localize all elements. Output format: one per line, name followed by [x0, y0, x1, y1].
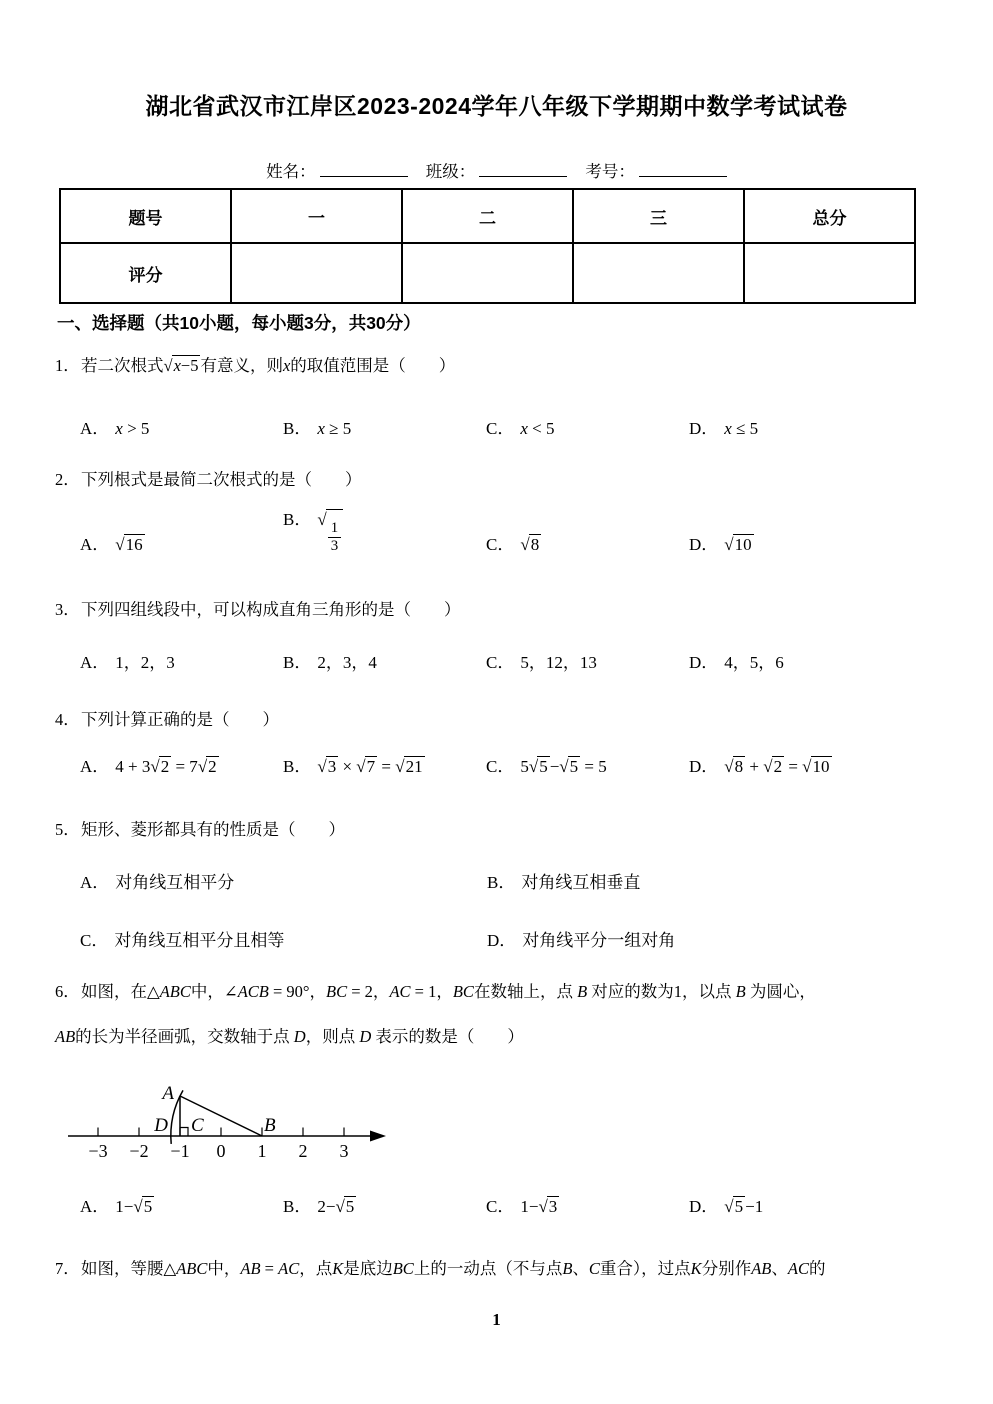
- option-d-value: √5 −1: [724, 1197, 764, 1216]
- option-a: [80, 414, 283, 439]
- exam-no-blank: [639, 159, 727, 177]
- option-a-value: 1，2，3: [115, 653, 175, 672]
- right-angle-mark: [180, 1128, 188, 1137]
- question-4: [55, 706, 279, 730]
- option-b-label: B．: [283, 419, 312, 438]
- option-d: [689, 648, 940, 673]
- option-b: [487, 868, 940, 893]
- tick-label: 0: [216, 1141, 226, 1161]
- option-b: [283, 752, 486, 777]
- option-a-value: √16: [115, 534, 143, 554]
- page-number: 1: [492, 1310, 501, 1329]
- score-table: [59, 188, 916, 304]
- option-c-label: C．: [486, 419, 515, 438]
- score-table-cell: 评分: [60, 243, 231, 303]
- option-c-label: C．: [486, 534, 515, 554]
- exam-no-label: 考号：: [585, 162, 635, 181]
- question-1-options: [80, 414, 940, 439]
- class-blank: [479, 159, 567, 177]
- option-d-label: D．: [689, 1197, 719, 1216]
- option-b-label: B．: [487, 873, 516, 892]
- question-6-line-1: [55, 978, 816, 1002]
- question-4-number: 4．: [55, 710, 80, 729]
- option-a-label: A．: [80, 419, 110, 438]
- option-d-value: √8 + √2 = √10: [724, 757, 830, 776]
- option-b-value: 2−√5: [317, 1197, 355, 1216]
- option-b-value: x ≥ 5: [317, 419, 352, 438]
- option-c: [486, 414, 689, 439]
- option-d: [689, 530, 940, 555]
- option-a-label: A．: [80, 534, 110, 554]
- option-a-label: A．: [80, 873, 110, 892]
- section-1-heading: 一、选择题（共10小题，每小题3分，共30分）: [57, 313, 421, 333]
- option-d-label: D．: [689, 419, 719, 438]
- tick-label: −2: [129, 1141, 149, 1161]
- question-3-options: [80, 648, 940, 673]
- tick-label: −3: [88, 1141, 108, 1161]
- question-1: [55, 352, 455, 376]
- student-info-row: [0, 158, 993, 182]
- option-d-label: D．: [689, 757, 719, 776]
- question-5-options-row-1: [80, 868, 940, 893]
- option-b: [283, 414, 486, 439]
- option-c-label: C．: [80, 931, 109, 950]
- score-table-empty-cell: [744, 243, 915, 303]
- question-1-text: 若二次根式√x−5 有意义，则x的取值范围是（ ）: [81, 356, 456, 375]
- option-a: [80, 752, 283, 777]
- question-7-number: 7．: [55, 1259, 80, 1278]
- tick-label: 3: [339, 1141, 349, 1161]
- option-d-value: 对角线平分一组对角: [522, 931, 676, 950]
- option-c-value: x < 5: [520, 419, 555, 438]
- option-a-value: 4 + 3√2 = 7√2: [115, 757, 217, 776]
- option-d-label: D．: [689, 534, 719, 554]
- question-3-number: 3．: [55, 600, 80, 619]
- option-c-value: 5，12，13: [520, 653, 597, 672]
- option-b-value: 对角线互相垂直: [521, 873, 641, 892]
- option-b: [283, 648, 486, 673]
- option-d-label: D．: [689, 653, 719, 672]
- question-5-number: 5．: [55, 820, 80, 839]
- point-label-b: B: [264, 1115, 276, 1136]
- point-label-a: A: [162, 1083, 174, 1104]
- option-a-label: A．: [80, 757, 110, 776]
- score-table-cell: 总分: [744, 189, 915, 243]
- option-b: [283, 505, 486, 555]
- question-2-options: [80, 505, 940, 555]
- option-b-label: B．: [283, 653, 312, 672]
- question-4-text: 下列计算正确的是（ ）: [81, 710, 279, 729]
- option-c: [486, 530, 689, 555]
- option-c-label: C．: [486, 757, 515, 776]
- option-a-value: 1−√5: [115, 1197, 153, 1216]
- option-d: [689, 1192, 940, 1217]
- question-3: [55, 596, 461, 620]
- option-c-value: 1−√3: [520, 1197, 558, 1216]
- name-label: 姓名：: [266, 162, 316, 181]
- option-a-value: x > 5: [115, 419, 150, 438]
- question-1-number: 1．: [55, 356, 80, 375]
- axis-arrowhead: [370, 1131, 386, 1142]
- score-table-empty-cell: [231, 243, 402, 303]
- option-b: [283, 1192, 486, 1217]
- question-5-options-row-2: [80, 926, 940, 951]
- option-a: [80, 1192, 283, 1217]
- question-5: [55, 816, 345, 840]
- option-a: [80, 648, 283, 673]
- option-d: [689, 752, 940, 777]
- score-table-score-row: [60, 243, 915, 303]
- score-table-cell: 题号: [60, 189, 231, 243]
- class-label: 班级：: [425, 162, 476, 181]
- option-b-label: B．: [283, 1197, 312, 1216]
- point-label-c: C: [191, 1115, 204, 1136]
- option-b-value: √ $\frac{1}{3}$: [317, 510, 343, 555]
- score-table-cell: 一: [231, 189, 402, 243]
- score-table-cell: 二: [402, 189, 573, 243]
- question-7: [55, 1255, 825, 1279]
- page-title: 湖北省武汉市江岸区2023-2024学年八年级下学期期中数学考试试卷: [145, 93, 848, 119]
- question-6-options: [80, 1192, 940, 1217]
- question-6-text-line-1: 如图，在△ABC中，∠ACB = 90°，BC = 2，AC = 1，BC在数轴上，点 B 对应的数为1，以点 B 为圆心，: [81, 982, 816, 1001]
- option-a: [80, 868, 487, 893]
- question-3-text: 下列四组线段中，可以构成直角三角形的是（ ）: [81, 600, 461, 619]
- option-c-label: C．: [486, 653, 515, 672]
- question-2-number: 2．: [55, 470, 80, 489]
- tick-label: 2: [298, 1141, 308, 1161]
- option-c: [80, 926, 487, 951]
- option-d-value: √10: [724, 534, 752, 554]
- option-d-value: x ≤ 5: [724, 419, 759, 438]
- question-4-options: [80, 752, 940, 777]
- question-2: [55, 466, 362, 490]
- score-table-header-row: [60, 189, 915, 243]
- option-d-value: 4，5，6: [724, 653, 784, 672]
- option-d-label: D．: [487, 931, 517, 950]
- score-table-empty-cell: [573, 243, 744, 303]
- score-table-empty-cell: [402, 243, 573, 303]
- option-b-value: √3 × √7 = √21: [317, 757, 423, 776]
- question-5-text: 矩形、菱形都具有的性质是（ ）: [81, 820, 345, 839]
- option-c: [486, 1192, 689, 1217]
- name-blank: [320, 159, 408, 177]
- option-a-label: A．: [80, 1197, 110, 1216]
- option-c-value: 5√5 −√5 = 5: [520, 757, 607, 776]
- option-a: [80, 530, 283, 555]
- option-c-value: 对角线互相平分且相等: [114, 931, 285, 950]
- option-c: [486, 752, 689, 777]
- score-table-cell: 三: [573, 189, 744, 243]
- option-a-value: 对角线互相平分: [115, 873, 235, 892]
- option-c-value: √8: [520, 534, 540, 554]
- option-c: [486, 648, 689, 673]
- option-b-label: B．: [283, 757, 312, 776]
- point-label-d: D: [154, 1115, 168, 1136]
- option-b-value: 2，3，4: [317, 653, 377, 672]
- question-6-text-line-2: AB的长为半径画弧，交数轴于点 D，则点 D 表示的数是（ ）: [55, 1027, 524, 1046]
- question-6-number: 6．: [55, 982, 80, 1001]
- question-6-line-2: [55, 1023, 524, 1047]
- tick-label: −1: [170, 1141, 190, 1161]
- option-a-label: A．: [80, 653, 110, 672]
- option-d: [689, 414, 940, 439]
- option-d: [487, 926, 940, 951]
- option-b-label: B．: [283, 510, 312, 529]
- tick-label: 1: [257, 1141, 267, 1161]
- question-6-number-line-figure: [60, 1060, 400, 1168]
- question-2-text: 下列根式是最简二次根式的是（ ）: [81, 470, 362, 489]
- option-c-label: C．: [486, 1197, 515, 1216]
- question-7-text: 如图，等腰△ABC中，AB = AC，点K是底边BC上的一动点（不与点B、C重合），过点K分别作AB、AC的: [81, 1259, 826, 1278]
